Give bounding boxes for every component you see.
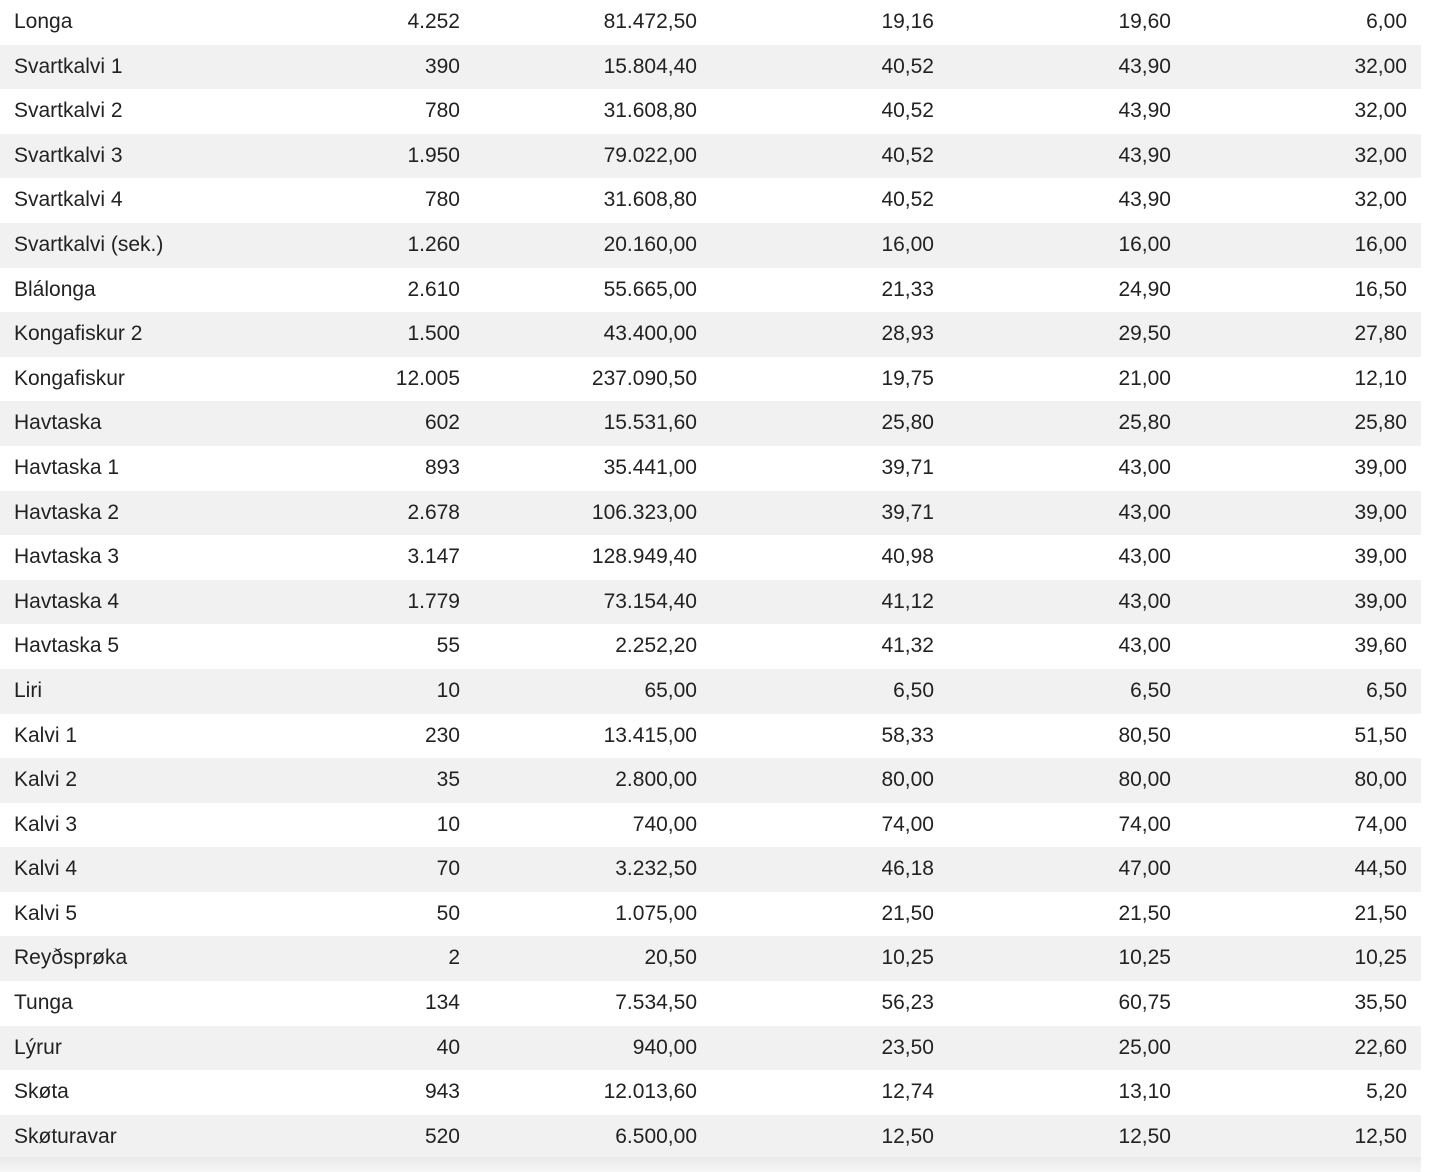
average-price-cell: 21,33 [881, 277, 934, 301]
species-name-cell: Blálonga [14, 277, 96, 301]
average-price-cell: 12,50 [697, 1115, 934, 1160]
table-row [0, 847, 1421, 892]
species-name-cell: Liri [0, 669, 300, 714]
average-price-cell: 12,74 [881, 1080, 934, 1104]
average-price-cell: 28,93 [697, 312, 934, 357]
quantity-kg-cell: 134 [424, 991, 460, 1015]
table-row [0, 1026, 1421, 1071]
max-price-cell: 16,00 [934, 223, 1171, 268]
total-value-cell: 20.160,00 [460, 223, 697, 268]
species-name-cell: Kongafiskur 2 [0, 312, 300, 357]
quantity-kg-cell: 3.147 [407, 545, 460, 569]
table-row [0, 535, 1421, 580]
max-price-cell: 21,00 [1118, 366, 1171, 390]
min-price-cell: 16,50 [1354, 277, 1407, 301]
table-row [0, 580, 1421, 625]
quantity-kg-cell: 35 [300, 758, 460, 803]
total-value-cell: 128.949,40 [591, 545, 697, 569]
min-price-cell: 6,50 [1171, 669, 1421, 714]
total-value-cell: 79.022,00 [460, 134, 697, 179]
total-value-cell: 3.232,50 [460, 847, 697, 892]
max-price-cell: 80,00 [934, 758, 1171, 803]
table-row [0, 357, 1421, 402]
average-price-cell: 23,50 [697, 1026, 934, 1071]
max-price-cell: 43,00 [1118, 634, 1171, 658]
min-price-cell: 39,00 [1171, 580, 1421, 625]
total-value-cell: 6.500,00 [460, 1115, 697, 1160]
max-price-cell: 47,00 [934, 847, 1171, 892]
average-price-cell: 56,23 [881, 991, 934, 1015]
table-row [0, 803, 1421, 848]
max-price-cell: 43,00 [1118, 545, 1171, 569]
total-value-cell: 81.472,50 [603, 10, 697, 33]
average-price-cell: 46,18 [697, 847, 934, 892]
table-row [0, 134, 1421, 179]
average-price-cell: 25,80 [697, 401, 934, 446]
average-price-cell: 40,52 [697, 45, 934, 90]
max-price-cell: 43,90 [934, 134, 1171, 179]
total-value-cell: 31.608,80 [603, 188, 697, 212]
max-price-cell: 43,00 [934, 491, 1171, 536]
quantity-kg-cell: 2 [300, 936, 460, 981]
species-name-cell: Svartkalvi 3 [0, 134, 300, 179]
average-price-cell: 16,00 [697, 223, 934, 268]
species-name-cell: Svartkalvi 1 [0, 45, 300, 90]
max-price-cell: 13,10 [1118, 1080, 1171, 1104]
min-price-cell: 39,00 [1171, 491, 1421, 536]
min-price-cell: 80,00 [1171, 758, 1421, 803]
max-price-cell: 60,75 [1118, 991, 1171, 1015]
table-row [0, 491, 1421, 536]
average-price-cell: 6,50 [697, 669, 934, 714]
total-value-cell: 7.534,50 [615, 991, 697, 1015]
species-name-cell: Kalvi 2 [0, 758, 300, 803]
min-price-cell: 51,50 [1354, 723, 1407, 747]
max-price-cell: 6,50 [934, 669, 1171, 714]
quantity-kg-cell: 12.005 [395, 366, 460, 390]
max-price-cell: 10,25 [934, 936, 1171, 981]
min-price-cell: 5,20 [1366, 1080, 1407, 1104]
quantity-kg-cell: 40 [300, 1026, 460, 1071]
quantity-kg-cell: 780 [424, 99, 460, 123]
quantity-kg-cell: 55 [436, 634, 460, 658]
total-value-cell: 940,00 [460, 1026, 697, 1071]
quantity-kg-cell: 1.950 [300, 134, 460, 179]
quantity-kg-cell: 390 [300, 45, 460, 90]
max-price-cell: 29,50 [934, 312, 1171, 357]
average-price-cell: 19,75 [881, 366, 934, 390]
table-row [0, 1070, 1421, 1115]
min-price-cell: 16,00 [1171, 223, 1421, 268]
max-price-cell: 43,90 [1118, 188, 1171, 212]
species-name-cell: Svartkalvi (sek.) [0, 223, 300, 268]
table-row [0, 401, 1421, 446]
min-price-cell: 39,00 [1354, 455, 1407, 479]
max-price-cell: 25,00 [934, 1026, 1171, 1071]
total-value-cell: 12.013,60 [603, 1080, 697, 1104]
average-price-cell: 41,12 [697, 580, 934, 625]
average-price-cell: 74,00 [881, 812, 934, 836]
max-price-cell: 43,90 [934, 45, 1171, 90]
table-row [0, 892, 1421, 937]
quantity-kg-cell: 602 [300, 401, 460, 446]
min-price-cell: 12,50 [1171, 1115, 1421, 1160]
species-name-cell: Havtaska 5 [14, 634, 120, 658]
max-price-cell: 24,90 [1118, 277, 1171, 301]
quantity-kg-cell: 10 [300, 669, 460, 714]
min-price-cell: 21,50 [1354, 901, 1407, 925]
species-name-cell: Tunga [14, 991, 73, 1015]
min-price-cell: 44,50 [1171, 847, 1421, 892]
max-price-cell: 43,00 [1118, 455, 1171, 479]
min-price-cell: 39,60 [1354, 634, 1407, 658]
total-value-cell: 35.441,00 [603, 455, 697, 479]
max-price-cell: 21,50 [1118, 901, 1171, 925]
species-name-cell: Skøta [14, 1080, 69, 1104]
table-row [0, 758, 1421, 803]
total-value-cell: 740,00 [632, 812, 697, 836]
average-price-cell: 40,52 [697, 134, 934, 179]
quantity-kg-cell: 70 [300, 847, 460, 892]
species-name-cell: Havtaska 1 [14, 455, 120, 479]
table-row [0, 0, 1421, 45]
average-price-cell: 41,32 [881, 634, 934, 658]
table-row [0, 936, 1421, 981]
average-price-cell: 39,71 [697, 491, 934, 536]
species-name-cell: Svartkalvi 4 [14, 188, 123, 212]
table-row [0, 1115, 1421, 1160]
total-value-cell: 15.531,60 [460, 401, 697, 446]
total-value-cell: 106.323,00 [460, 491, 697, 536]
quantity-kg-cell: 1.779 [300, 580, 460, 625]
table-row [0, 223, 1421, 268]
total-value-cell: 73.154,40 [460, 580, 697, 625]
quantity-kg-cell: 2.678 [300, 491, 460, 536]
quantity-kg-cell: 780 [424, 188, 460, 212]
species-name-cell: Kalvi 3 [14, 812, 78, 836]
total-value-cell: 43.400,00 [460, 312, 697, 357]
table-row [0, 981, 1421, 1026]
quantity-kg-cell: 230 [424, 723, 460, 747]
species-name-cell: Kongafiskur [14, 366, 125, 390]
quantity-kg-cell: 4.252 [407, 10, 460, 33]
species-name-cell: Kalvi 5 [14, 901, 78, 925]
total-value-cell: 1.075,00 [615, 901, 697, 925]
species-name-cell: Longa [14, 10, 73, 33]
min-price-cell: 6,00 [1366, 10, 1407, 33]
table-row [0, 624, 1421, 669]
quantity-kg-cell: 1.260 [300, 223, 460, 268]
quantity-kg-cell: 1.500 [300, 312, 460, 357]
min-price-cell: 27,80 [1171, 312, 1421, 357]
species-name-cell: Kalvi 1 [14, 723, 78, 747]
total-value-cell: 237.090,50 [591, 366, 697, 390]
max-price-cell: 80,50 [1118, 723, 1171, 747]
table-row [0, 89, 1421, 134]
table-row [0, 446, 1421, 491]
quantity-kg-cell: 520 [300, 1115, 460, 1160]
species-name-cell: Skøturavar [0, 1115, 300, 1160]
average-price-cell: 19,16 [881, 10, 934, 33]
total-value-cell: 2.252,20 [615, 634, 697, 658]
species-name-cell: Reyðsprøka [0, 936, 300, 981]
average-price-cell: 21,50 [881, 901, 934, 925]
total-value-cell: 2.800,00 [460, 758, 697, 803]
min-price-cell: 25,80 [1171, 401, 1421, 446]
average-price-cell: 40,52 [881, 188, 934, 212]
min-price-cell: 32,00 [1171, 45, 1421, 90]
total-value-cell: 20,50 [460, 936, 697, 981]
min-price-cell: 32,00 [1354, 99, 1407, 123]
species-name-cell: Lýrur [0, 1026, 300, 1071]
max-price-cell: 43,90 [1118, 99, 1171, 123]
species-name-cell: Havtaska 3 [14, 545, 120, 569]
total-value-cell: 31.608,80 [603, 99, 697, 123]
max-price-cell: 43,00 [934, 580, 1171, 625]
max-price-cell: 12,50 [934, 1115, 1171, 1160]
table-bottom-edge [0, 1157, 1421, 1172]
average-price-cell: 40,52 [881, 99, 934, 123]
table-row [0, 312, 1421, 357]
table-row [0, 178, 1421, 223]
quantity-kg-cell: 893 [424, 455, 460, 479]
min-price-cell: 74,00 [1354, 812, 1407, 836]
species-name-cell: Havtaska 2 [0, 491, 300, 536]
quantity-kg-cell: 943 [424, 1080, 460, 1104]
quantity-kg-cell: 50 [436, 901, 460, 925]
max-price-cell: 74,00 [1118, 812, 1171, 836]
max-price-cell: 25,80 [934, 401, 1171, 446]
min-price-cell: 10,25 [1171, 936, 1421, 981]
species-name-cell: Svartkalvi 2 [14, 99, 123, 123]
max-price-cell: 19,60 [1118, 10, 1171, 33]
average-price-cell: 80,00 [697, 758, 934, 803]
average-price-cell: 40,98 [881, 545, 934, 569]
average-price-cell: 58,33 [881, 723, 934, 747]
total-value-cell: 55.665,00 [603, 277, 697, 301]
table-row [0, 45, 1421, 90]
species-name-cell: Kalvi 4 [0, 847, 300, 892]
quantity-kg-cell: 10 [436, 812, 460, 836]
table-row [0, 669, 1421, 714]
total-value-cell: 13.415,00 [603, 723, 697, 747]
min-price-cell: 12,10 [1354, 366, 1407, 390]
total-value-cell: 15.804,40 [460, 45, 697, 90]
table-row [0, 268, 1421, 313]
min-price-cell: 22,60 [1171, 1026, 1421, 1071]
total-value-cell: 65,00 [460, 669, 697, 714]
species-name-cell: Havtaska 4 [0, 580, 300, 625]
quantity-kg-cell: 2.610 [407, 277, 460, 301]
table-row [0, 714, 1421, 759]
species-name-cell: Havtaska [0, 401, 300, 446]
min-price-cell: 32,00 [1171, 134, 1421, 179]
min-price-cell: 32,00 [1354, 188, 1407, 212]
average-price-cell: 39,71 [881, 455, 934, 479]
average-price-cell: 10,25 [697, 936, 934, 981]
min-price-cell: 35,50 [1354, 991, 1407, 1015]
min-price-cell: 39,00 [1354, 545, 1407, 569]
